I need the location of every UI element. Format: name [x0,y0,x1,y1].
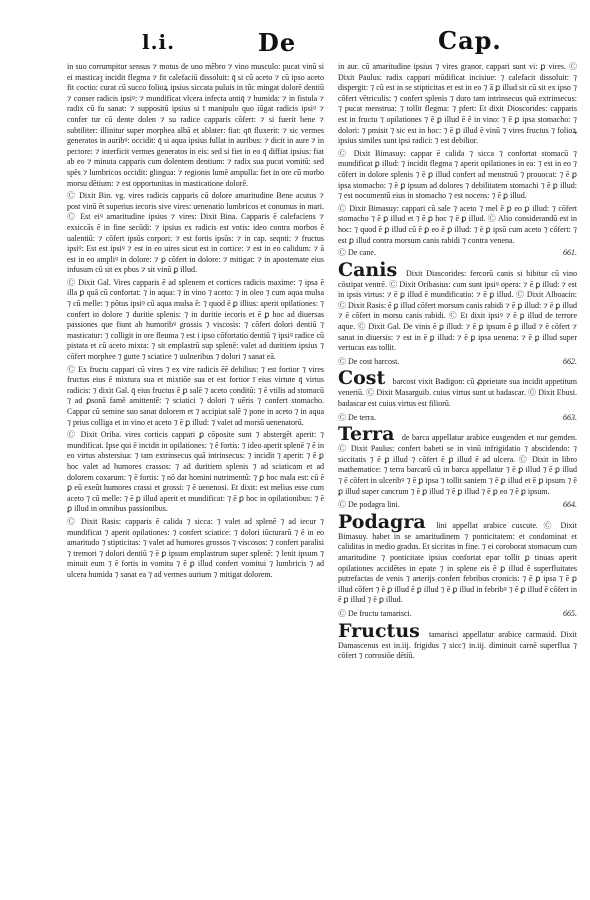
paragraph: Ⓒ Dixit Bimasuy: cappar ē calida ⁊ sicca ⁊ confortat stomacū ⁊ mundificat ꝑ illud: ⁊ incidit flegma ⁊ aperit opilationes in ea: ⁊ est in eo ⁊ cōfert in dolore splenis ⁊ ē ꝑ illud confert ad menstruū ⁊ prouocat: ⁊ ē ꝑ ipsa stomacho: ⁊ ē ꝑ ipsum ad dolores ⁊ debilitatem stomachi ⁊ ē ꝑ illud: ⁊ est nocumentū eius in stomacho ⁊ est nocens: ⁊ ē ꝑ illud. [338,148,577,201]
entry-heading [338,500,577,511]
entry-number: 662. [563,356,577,366]
entry-canis [338,248,577,354]
paragraph: Ⓒ Dixit Oriba. vires corticis cappari ꝑ cōposite sunt ⁊ abstergēt aperit: ⁊ mundificat. Ipse qui ē incidit in opilationes: ⁊ ē fortis: ⁊ ideo aperit splenē ⁊ ē in eo virtus abstersiua: ⁊ tam extrinsecus quā intrinsecus: ⁊ incidit ⁊ aperit: ⁊ ē ꝑ hoc valet ad humores crassos: ⁊ ad duritiem splenis ⁊ ad sciaticam et ad dolorem coxarum: ⁊ ē fortis: ⁊ nō dat homini nutrimentū: ⁊ ꝑ hoc mala est: cū ē ꝑ eū exeūt humores crassi et grossi: ⁊ ē uenenosi. Et dixit: est melius esse cum aceto ⁊ cū melle: ⁊ ē ꝑ illud aperit et mundificat: ⁊ ē ꝑ hoc in opilationibus: ⁊ ē ꝑ illud in omnibus passionibus. [67,430,324,514]
entry-heading [338,413,577,424]
paragraph: in suo corrumpitur sensus ⁊ motus de uno mēbro ⁊ vino musculo: pucat vinū si ei masticaȝ incidit flegma ⁊ fit calefaciū dissoluit: q̄ si cū aceto ⁊ cū ipso aceto fit coctio: curat cū succo folioꝝ ipsius siccata puluis in tūc mingat dolorē dentiū ⁊ conser radicis ipsiꝰ: ⁊ mundificat vlcera infecta antiq̄ ⁊ humida: ⁊ in fistula ⁊ radix cū fu sanat: ⁊ suppositū ipsius si ī manipulo quo iūgat radicis ipsiꝰ ⁊ confer tur cū dente dolen ⁊ su radice capparis cōfert: ⁊ si fuerit bene ⁊ subtiliter: illinitur super morphea albā et ablater: fiat: qn̄ fluxerit: ⁊ sic vermes generatos in auribꝰ: occidit: q̄ si aqua ipsius fullat in auribus: ⁊ dicit in aure ⁊ in pectore: ⁊ interficit vermes generatos in eis: sed si fiet in eo q̄ diffiat ipsius: fiat ab eo ⁊ minuta capparis cum dolentem dentium: ⁊ radix sua pucat vomitū: sed spēs ⁊ lumbricos occidit: glingua: ⁊ regionis lumē ampulla: fiet in ore cū morbo morsu dētium: ⁊ est opportunitas in masticatione dolorē. [67,62,324,188]
entry-title: Fructus [338,619,420,642]
entry-title: Cost [338,367,386,390]
paragraph: Ⓒ Dixit Bin. vg. vires radicis capparis cū dolore amaritudine Bene acutus ⁊ post vinū ēt superius iecoris sive vires: uenenatio lumbricos et conumus in mari. Ⓒ Est eiꝰ amaritudine ipsius ⁊ vires: Dixit Bina. Capparis ē calefaciens ⁊ exsiccās ē in fine secūdi: ⁊ ipsius ex radicis est vntis: ideo contra morbos ē ualentiū: ⁊ cōfert ipsūs corpori: ⁊ est fortis ipsūs: ⁊ in cap. seqnti: ⁊ fructus ipsiꝰ: Est est ipsiꝰ ⁊ est in eo uires sicut est in cortice: ⁊ est in eo calidum: ⁊ ā est in eo ampliꝰ in dolore: ⁊ ꝑ cōfert in dolore: ⁊ mitigat: ⁊ in apostemate eius infusum cū sit ex pbus ⁊ sit vinū ꝑ illud. [67,191,324,275]
entry-text: barcost vixit Badigon: cū ꝓprietate sua incidit appetitum veneriū. Ⓒ Dixit Masarguib. cuius virtus sunt ut badascar. Ⓒ Dixit Ebusi. badascar est cuius virtus est filiorū. [338,377,577,409]
entry-text: lini appellat arabice cuscute. Ⓒ Dixit Bimasuy. habet in se amaritudinem ⁊ ponticitatem: et condominat et caliditas in medio gradus. Et siccitas in fine. ⁊ ei coroborat stomacum cum amaritudine ⁊ ponticitate ipsius confortat epar tollit ꝑ tinuas aperit opilationes accidētes in epate ⁊ in splene eis ē ꝑ illud ē superfluitates putrefactas de venis ⁊ arterijs confert febribus cronicis: ⁊ ē ꝑ ipsa ⁊ ē ꝑ illud cōfert ⁊ ē ꝑ illud ē ꝑ illud ⁊ ē ꝑ illud in febribꝰ ⁊ ē ꝑ illud ē cōfert in ē ꝑ illud ⁊ ē ꝑ illud. [338,520,577,605]
entry-terra [338,413,577,498]
paragraph: Ⓒ Dixit Rasis: capparis ē calida ⁊ sicca: ⁊ valet ad splenē ⁊ ad iecur ⁊ mundificat ⁊ aperit opilationes: ⁊ confert sciatice: ⁊ dolori iūcturarū ⁊ ē in eo amaritudo ⁊ stipticitas: ⁊ valet ad humores grossos ⁊ viscosos: ⁊ confert paralisi ⁊ tremori ⁊ dolori dentiū ⁊ ē ꝑ ipsum emplastrum super splenē: ⁊ lenit ipsum ⁊ minuit eum ⁊ ē fortis in vomitu ⁊ ē ꝑ illud confert vomitui ⁊ lumbricis ⁊ ad ulcera humida ⁊ sanat ea ⁊ ad vermes aurium ⁊ mitigat dolorem. [67,516,324,579]
entry-title: Podagra [338,510,426,533]
entry-heading-label: Ⓒ De cost barcost. [338,356,400,366]
entry-text: de barca appellatur arabice eusgenden et nur gemden. Ⓒ Dixit Paulus: confert babeti se in vinū infrigidatio ⁊ abscidendo: ⁊ siccitatis ⁊ ē ꝑ illud ⁊ cōfert ē ꝑ illud ē ad ulcera. Ⓒ Dixit in libro mathematice: ⁊ terra barcarū cū in barca appellatur ⁊ ē ꝑ illud ⁊ ē ꝑ illud ⁊ ē cōfert in ulceribꝰ ⁊ ē ꝑ ipsa ⁊ tollit saniem ⁊ ē ꝑ illud et ē ꝑ ipsum ⁊ ē ꝑ illud super cancrum ⁊ ē ꝑ illud ⁊ ē ꝑ illud ⁊ ē ꝑ eo ⁊ ē ꝑ ipsum. [338,433,577,496]
paragraph: Ⓒ Dixit Gal. Vires capparis ē ad splenem et cortices radicis maxime: ⁊ ipsa ē illa ꝑ quā cū confortat: ⁊ in aqua: ⁊ in vino ⁊ aceto: ⁊ in oleo ⁊ cum aqua mulsa ⁊ cū melle: ⁊ pōtus ipsiꝰ cū aqua mulsa ē: ⁊ quod ē ꝑ illius: aperit opilationes: ⁊ confert in dolore ⁊ duritie splenis: ⁊ in duritie iecoris et ē ꝑ hoc ad diuersas passiones que fiunt ab humoribꝰ grossis ⁊ viscosis: ⁊ cōfert dolori dentiū ⁊ masticatur: ⁊ colligit in ore fleuma ⁊ est i ipso cōfortatio dentiū ⁊ ipsiꝰ radice cū pistata et cū aceto mixta: ⁊ sit emplastrū sup splenē: valet ad duritiem ipsius ⁊ cōfert morphee ⁊ gutte ⁊ sciatice ⁊ uulneribus ⁊ dolori ⁊ sanat eā. [67,277,324,362]
entry-text: tamarisci appellatur arabice carmasid. Dixit Damascenus est in.iij. frigidus ⁊ sicc⁊ in.iij. diminuit carnē superflua ⁊ cōfert ⁊ corrosiōe dētiū. [338,629,577,661]
entry-heading [338,609,577,620]
entry-heading [338,357,577,368]
right-column [338,62,577,894]
running-head-cap: Cap. [438,26,502,55]
running-head-de: De [258,28,297,57]
page-header [0,22,590,58]
paragraph: Ⓒ Ex fructu cappari cū vires ⁊ ex vire radicis ēē debilius: ⁊ est fortior ⁊ vires fructus eius ē mixtura sua et mixtiōe sua et est fortior ī eius virtute q̄ virtus radicis: ⁊ dixit Gal. q̄ eius fructus ē ꝑ salē ⁊ aceto conditū: ⁊ ē vtilis ad stomacū ⁊ ad ꝑsonā famē amittentē: ⁊ sciatici ⁊ dolori ⁊ uēris ⁊ confert stomacho. Cappar cū semine suo sanat dolorem et ⁊ accipiat salē ⁊ pone in aceto ⁊ in aqua ⁊ prius colliga et in vino et aceto ⁊ ē ꝑ illud: ⁊ valet ad morsū uenenatorū. [67,364,324,427]
paragraph: Ⓒ Dixit Bimasuy: cappari cū sale ⁊ aceto ⁊ mel ē ꝑ eo ꝑ illud: ⁊ cōfert stomacho ⁊ ē ꝑ illud et ⁊ ē ꝑ hoc ⁊ ē ꝑ illud. Ⓒ Alio considerandū est in hoc: ⁊ quod ē ꝑ illud cū ē ꝑ eo ē ꝑ illud: ⁊ ē ꝑ ipsū cum aceto ⁊ cōfert: ⁊ est ꝑ illud contra morsum canis rabidi ⁊ contra venena. [338,203,577,245]
entry-title: Terra [338,423,395,446]
entry-heading-label: Ⓒ De cane. [338,248,376,258]
entry-heading-label: Ⓒ De fructu tamarisci. [338,608,412,618]
paragraph: in aur. cū amaritudine ipsius ⁊ vires granor. cappari sunt vi: ꝑ vires. Ⓒ Dixit Paulus: radix cappari mūdificat incisiue: ⁊ calefacit dissoluit: ⁊ dispergit: ⁊ cū est in se stipticitas et est in eo ⁊ ā ꝑ illud sit cū sit ex ipso ⁊ cōfert vētriculis: ⁊ confert splenis ⁊ duro tam intrinsecus quā extrinsecus: ⁊ pucat menstrua: ⁊ tollit flegma: ⁊ pfert: Et dixit Dioscorides: capparis est in fructu ⁊ opilationes ⁊ ē ꝑ illud ē ē in vino: ⁊ ē ꝑ ipsa stomacho: ⁊ dolori: ⁊ pmisit ⁊ sic est in hoc: ⁊ ē ꝑ illud ē vinū ⁊ vires fructus ⁊ folioꝝ ipsius similes sunt ipsi radici: ⁊ est debilior. [338,62,577,146]
entry-text: Dixit Diascorides: fercorū canis si bibitur cū vino cōstipat ventrē. Ⓒ Dixit Oribasius: cum sunt ipsiꝰ opera: ⁊ ē ꝑ illud: ⁊ est in ipsis virtus: ⁊ ē ꝑ illud ē mundificatio: ⁊ ē ꝑ illud. Ⓒ Dixit Alboacin: Ⓒ Dixit Rasis: ē ꝑ illud cōfert morsum canis rabidi ⁊ ē ꝑ illud: ⁊ ē ꝑ illud ⁊ ē cōfert in morsu canis rabidi. Ⓒ Et dixit ipsiꝰ ⁊ ē ꝑ illud de terrore aque. Ⓒ Dixit Gal. De vinis ē ꝑ illud: ⁊ ē ꝑ ipsum ē ꝑ illud ⁊ ē cōfert ⁊ sanat in diuersis: ⁊ est in ē ꝑ illud: ⁊ ē ꝑ ipsa uenena: ⁊ ē ꝑ illud super vertucas eas tollit. [338,268,577,353]
entry-heading [338,248,577,259]
entry-title: Canis [338,258,398,281]
entry-heading-label: Ⓒ De podagra lini. [338,500,400,510]
entry-heading-label: Ⓒ De terra. [338,412,376,422]
entry-number: 661. [563,248,577,258]
entry-podagra [338,500,577,606]
entry-number: 663. [563,412,577,422]
folio-number: l.i. [142,30,176,54]
entry-number: 664. [563,500,577,510]
entry-number: 665. [563,608,577,618]
entry-cost [338,357,577,410]
entry-fructus [338,609,577,662]
left-column [67,62,324,894]
